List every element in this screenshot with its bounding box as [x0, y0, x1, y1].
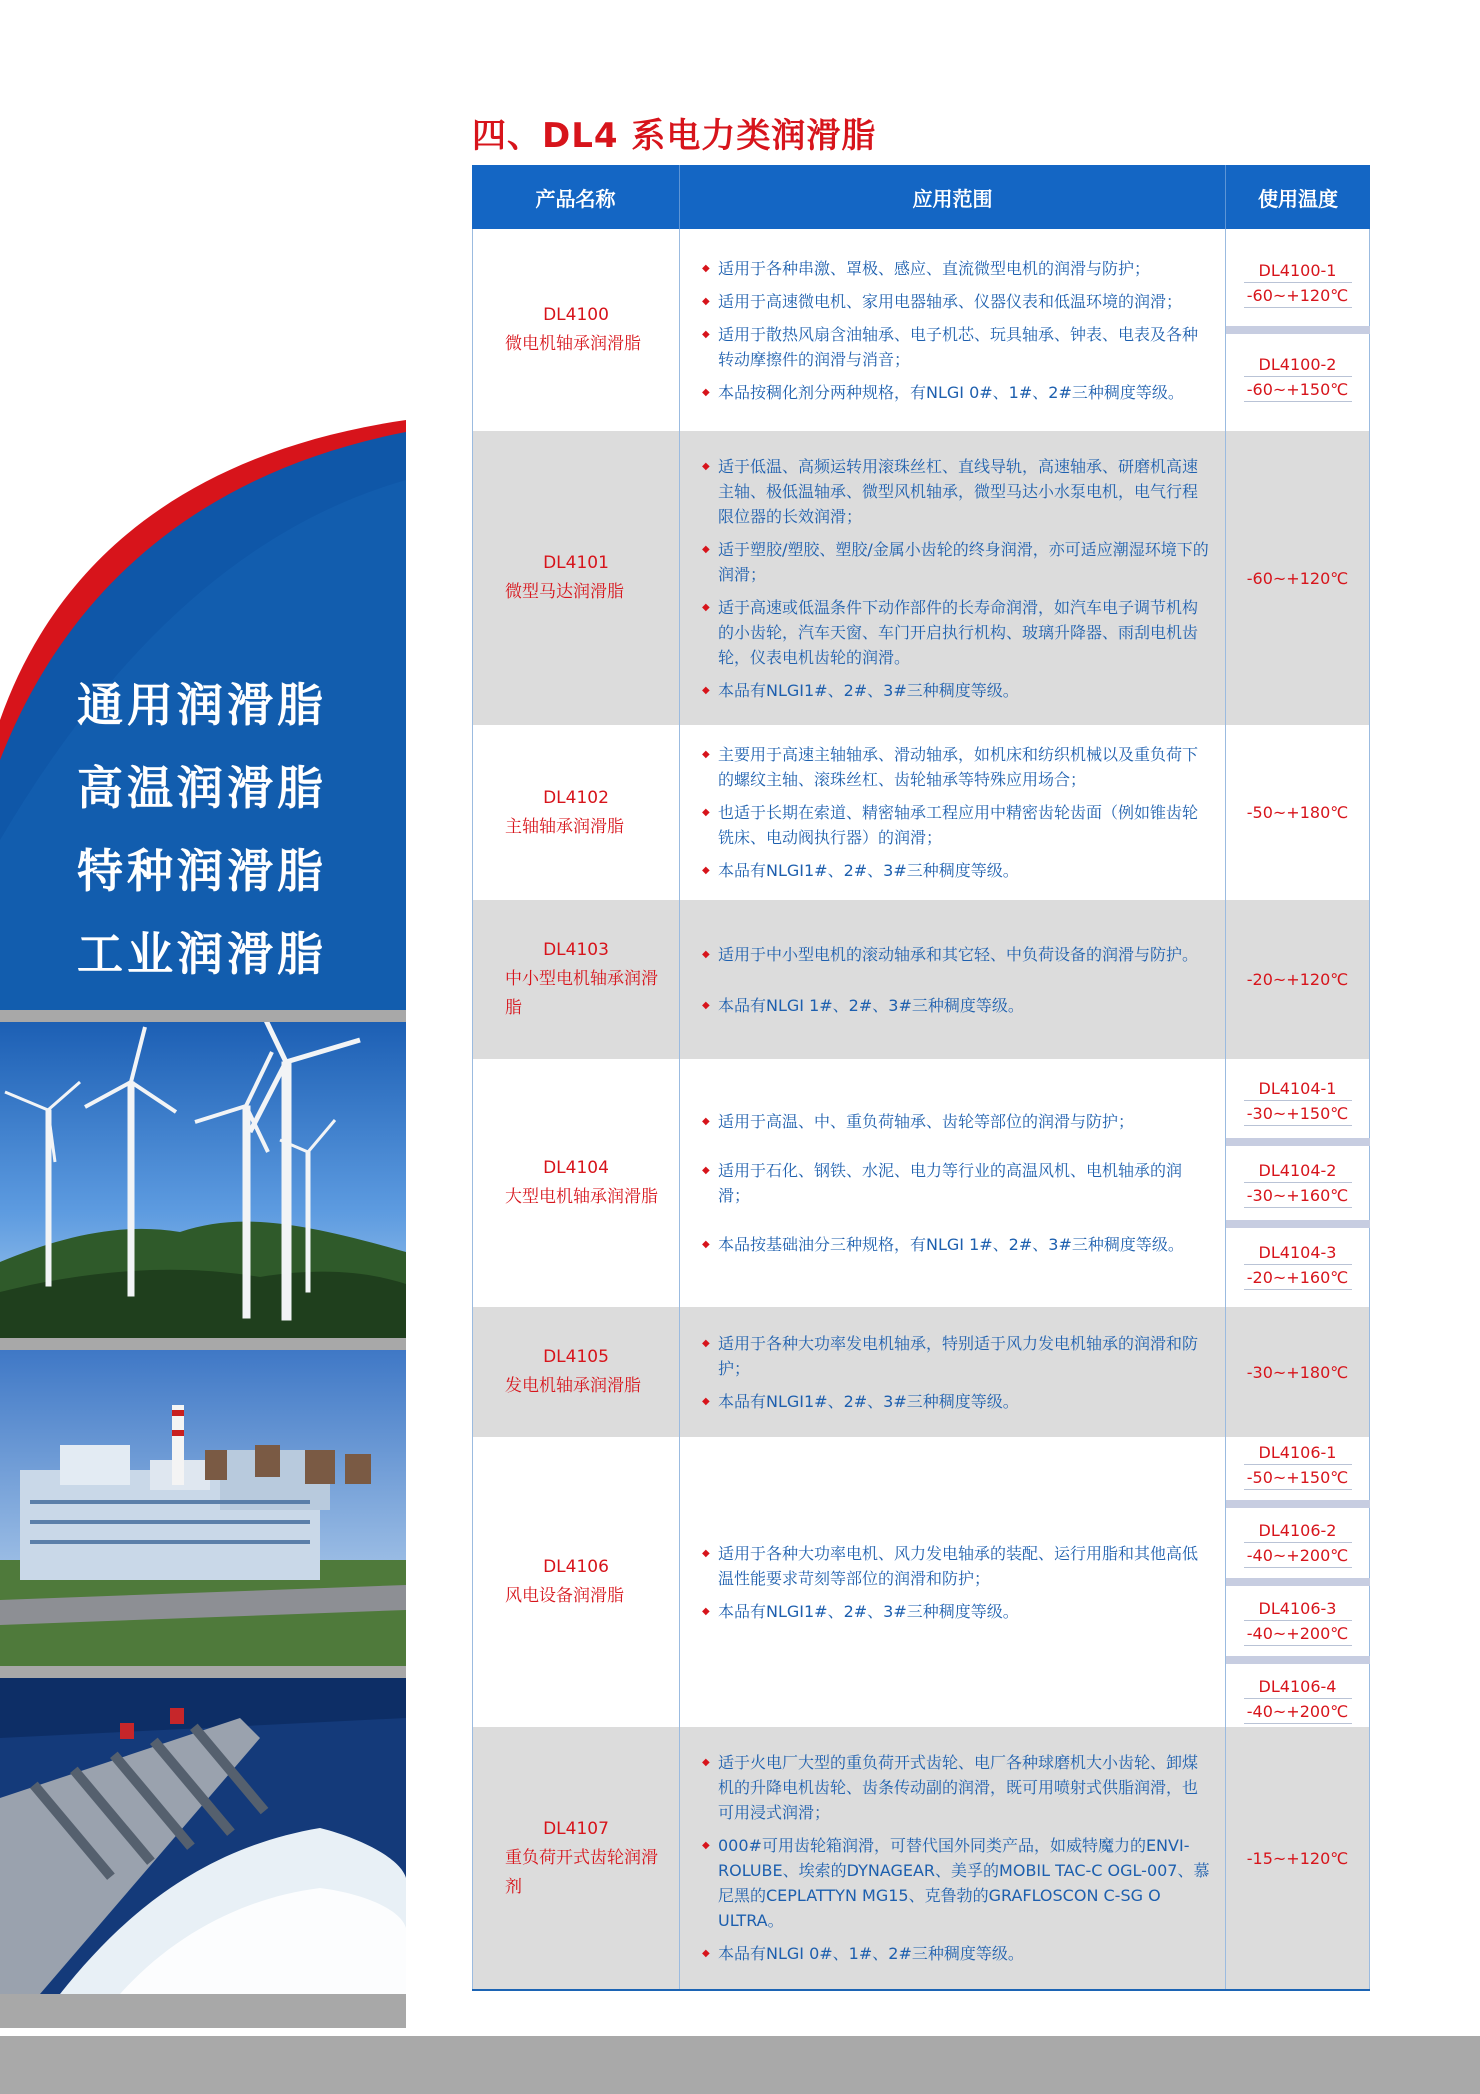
application-item: ◆ 适用于各种串激、罩极、感应、直流微型电机的润滑与防护；: [702, 256, 1211, 281]
temperature-cell: [1226, 1727, 1370, 1989]
application-cell: [680, 229, 1226, 431]
variant-range: -20~+160℃: [1244, 1265, 1352, 1290]
variant-range: -40~+200℃: [1244, 1699, 1352, 1724]
wind-turbine-photo: [0, 1022, 406, 1338]
application-item: ◆ 适于火电厂大型的重负荷开式齿轮、电厂各种球磨机大小齿轮、卸煤机的升降电机齿轮、齿条传动副的润滑，既可用喷射式供脂润滑，也可用浸式润滑；: [702, 1750, 1211, 1825]
table-row: [472, 1307, 1370, 1437]
application-cell: [680, 431, 1226, 725]
product-name: 风电设备润滑脂: [505, 1586, 624, 1606]
application-item: ◆ 本品按稠化剂分两种规格，有NLGI 0#、1#、2#三种稠度等级。: [702, 380, 1211, 405]
temperature-variant: [1244, 1076, 1352, 1126]
product-code: DL4107: [543, 1818, 609, 1839]
temperature-range: -15~+120℃: [1246, 1848, 1349, 1868]
product-cell: [472, 1727, 680, 1989]
product-table: [472, 165, 1370, 1991]
temperature-variant: [1244, 1158, 1352, 1208]
temperature-variant: [1244, 258, 1352, 308]
variant-code: DL4106-1: [1244, 1440, 1352, 1465]
table-row: [472, 1059, 1370, 1307]
product-code: DL4100: [543, 305, 609, 325]
application-item: ◆ 本品有NLGI1#、2#、3#三种稠度等级。: [702, 678, 1211, 703]
product-name: 发电机轴承润滑脂: [505, 1376, 641, 1396]
variant-range: -60~+150℃: [1244, 377, 1352, 402]
variant-code: DL4104-2: [1244, 1158, 1352, 1183]
temperature-variant: [1244, 352, 1352, 402]
application-cell: [680, 725, 1226, 900]
application-item: ◆ 适于塑胶/塑胶、塑胶/金属小齿轮的终身润滑，亦可适应潮湿环境下的润滑；: [702, 537, 1211, 587]
variant-code: DL4100-2: [1244, 352, 1352, 377]
temperature-range: -20~+120℃: [1246, 970, 1349, 989]
variant-separator: [1226, 1656, 1370, 1664]
divider: [0, 1338, 406, 1350]
application-item: ◆ 适用于石化、钢铁、水泥、电力等行业的高温风机、电机轴承的润滑；: [702, 1158, 1211, 1208]
temperature-range: -30~+180℃: [1246, 1362, 1349, 1382]
application-cell: [680, 1437, 1226, 1727]
temperature-cell: [1226, 431, 1370, 725]
application-item: ◆ 适于低温、高频运转用滚珠丝杠、直线导轨，高速轴承、研磨机高速主轴、极低温轴承、微型风机轴承，微型马达小水泵电机，电气行程限位器的长效润滑；: [702, 454, 1211, 529]
variant-code: DL4104-1: [1244, 1076, 1352, 1101]
product-code: DL4106: [543, 1557, 609, 1577]
product-cell: [472, 1059, 680, 1307]
table-row: [472, 1727, 1370, 1989]
table-row: [472, 900, 1370, 1059]
temperature-range: -60~+120℃: [1246, 568, 1349, 588]
dam-photo: [0, 1678, 406, 1994]
section-title: 四、DL4 系电力类润滑脂: [472, 116, 877, 156]
header-temperature: 使用温度: [1258, 186, 1338, 211]
variant-range: -40~+200℃: [1244, 1621, 1352, 1646]
product-code: DL4101: [543, 553, 609, 573]
variant-separator: [1226, 1500, 1370, 1508]
category-general: 通用润滑脂: [77, 678, 327, 732]
variant-range: -40~+200℃: [1244, 1543, 1352, 1568]
temperature-cell: [1226, 900, 1370, 1059]
category-list: [77, 675, 377, 1007]
application-item: ◆ 000#可用齿轮箱润滑，可替代国外同类产品，如威特魔力的ENVI-ROLUBE、埃索的DYNAGEAR、美孚的MOBIL TAC-C OGL-007、慕尼黑的CEPLATTYN MG15、克鲁勃的GRAFLOSCON C-SG O ULTRA。: [702, 1833, 1211, 1933]
table-row: [472, 725, 1370, 900]
application-item: ◆ 本品有NLGI1#、2#、3#三种稠度等级。: [702, 858, 1211, 883]
temperature-variant: [1244, 1674, 1352, 1724]
variant-separator: [1226, 1578, 1370, 1586]
application-item: ◆ 适于高速或低温条件下动作部件的长寿命润滑，如汽车电子调节机构的小齿轮，汽车天窗、车门开启执行机构、玻璃升降器、雨刮电机齿轮，仪表电机齿轮的润滑。: [702, 595, 1211, 670]
variant-code: DL4106-3: [1244, 1596, 1352, 1621]
application-item: ◆ 也适于长期在索道、精密轴承工程应用中精密齿轮齿面（例如锥齿轮铣床、电动阀执行器）的润滑；: [702, 800, 1211, 850]
header-product-name: 产品名称: [472, 165, 680, 229]
temperature-variant: [1244, 1518, 1352, 1568]
product-cell: [472, 229, 680, 431]
product-name: 中小型电机轴承润滑脂: [505, 969, 658, 1018]
divider: [0, 1010, 406, 1022]
variant-range: -30~+160℃: [1244, 1183, 1352, 1208]
header-application: 应用范围: [680, 165, 1226, 229]
product-name: 大型电机轴承润滑脂: [505, 1187, 658, 1207]
divider: [0, 1666, 406, 1678]
variant-separator: [1226, 326, 1370, 334]
temperature-variant: [1244, 1440, 1352, 1490]
product-code: DL4102: [543, 787, 609, 808]
temperature-cell: [1226, 1437, 1370, 1727]
table-row: [472, 229, 1370, 431]
temperature-cell: [1226, 725, 1370, 900]
temperature-cell: [1226, 229, 1370, 431]
application-item: ◆ 本品有NLGI1#、2#、3#三种稠度等级。: [702, 1599, 1211, 1624]
product-name: 重负荷开式齿轮润滑剂: [505, 1847, 658, 1897]
product-name: 主轴轴承润滑脂: [505, 816, 624, 837]
product-name: 微型马达润滑脂: [505, 582, 624, 602]
variant-range: -60~+120℃: [1244, 283, 1352, 308]
variant-code: DL4104-3: [1244, 1240, 1352, 1265]
temperature-variant: [1244, 1596, 1352, 1646]
product-cell: [472, 1307, 680, 1437]
product-name: 微电机轴承润滑脂: [505, 334, 641, 354]
application-cell: [680, 1727, 1226, 1989]
temperature-cell: [1226, 1059, 1370, 1307]
table-row: [472, 431, 1370, 725]
application-cell: [680, 900, 1226, 1059]
table-header: [472, 165, 1370, 229]
application-item: ◆ 本品有NLGI1#、2#、3#三种稠度等级。: [702, 1389, 1211, 1414]
product-code: DL4104: [543, 1158, 609, 1178]
application-item: ◆ 本品有NLGI 0#、1#、2#三种稠度等级。: [702, 1941, 1211, 1966]
variant-separator: [1226, 1138, 1370, 1146]
product-code: DL4105: [543, 1347, 609, 1367]
product-cell: [472, 431, 680, 725]
application-item: ◆ 本品有NLGI 1#、2#、3#三种稠度等级。: [702, 993, 1211, 1018]
application-item: ◆ 适用于高温、中、重负荷轴承、齿轮等部位的润滑与防护；: [702, 1109, 1211, 1134]
product-cell: [472, 1437, 680, 1727]
variant-code: DL4100-1: [1244, 258, 1352, 283]
application-item: ◆ 本品按基础油分三种规格，有NLGI 1#、2#、3#三种稠度等级。: [702, 1232, 1211, 1257]
category-special: 特种润滑脂: [77, 844, 327, 898]
application-item: ◆ 适用于高速微电机、家用电器轴承、仪器仪表和低温环境的润滑；: [702, 289, 1211, 314]
application-cell: [680, 1307, 1226, 1437]
application-item: ◆ 适用于散热风扇含油轴承、电子机芯、玩具轴承、钟表、电表及各种转动摩擦件的润滑与消音；: [702, 322, 1211, 372]
application-cell: [680, 1059, 1226, 1307]
variant-range: -30~+150℃: [1244, 1101, 1352, 1126]
temperature-cell: [1226, 1307, 1370, 1437]
application-item: ◆ 主要用于高速主轴轴承、滑动轴承，如机床和纺织机械以及重负荷下的螺纹主轴、滚珠丝杠、齿轮轴承等特殊应用场合；: [702, 742, 1211, 792]
table-row: [472, 1437, 1370, 1727]
product-code: DL4103: [543, 940, 609, 960]
application-item: ◆ 适用于各种大功率发电机轴承，特别适于风力发电机轴承的润滑和防护；: [702, 1331, 1211, 1381]
power-plant-photo: [0, 1350, 406, 1666]
application-item: ◆ 适用于中小型电机的滚动轴承和其它轻、中负荷设备的润滑与防护。: [702, 942, 1211, 967]
variant-range: -50~+150℃: [1244, 1465, 1352, 1490]
bottom-bar: [0, 2036, 1480, 2094]
temperature-variant: [1244, 1240, 1352, 1290]
application-item: ◆ 适用于各种大功率电机、风力发电轴承的装配、运行用脂和其他高低温性能要求苛刻等部位的润滑和防护；: [702, 1541, 1211, 1591]
temperature-range: -50~+180℃: [1246, 803, 1349, 822]
category-high-temp: 高温润滑脂: [77, 761, 327, 815]
product-cell: [472, 900, 680, 1059]
variant-code: DL4106-4: [1244, 1674, 1352, 1699]
variant-code: DL4106-2: [1244, 1518, 1352, 1543]
category-industrial: 工业润滑脂: [77, 927, 327, 981]
left-column: [0, 0, 406, 2094]
variant-separator: [1226, 1220, 1370, 1228]
product-cell: [472, 725, 680, 900]
divider: [0, 1994, 406, 2028]
